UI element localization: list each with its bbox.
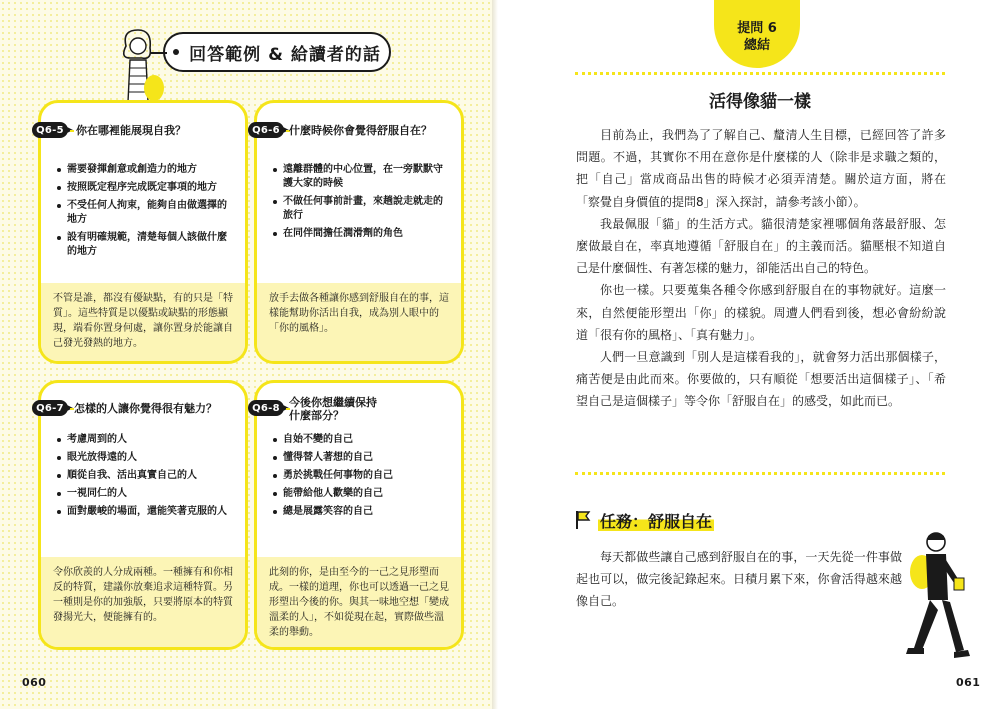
list-item: 在同伴間擔任潤滑劑的角色 <box>271 227 449 241</box>
list-item: 懂得替人著想的自己 <box>271 451 449 465</box>
answer-list <box>55 163 233 259</box>
list-item: 自始不變的自己 <box>271 433 449 447</box>
list-item: 面對嚴峻的場面，還能笑著克服的人 <box>55 505 233 519</box>
paragraph: 我最佩服「貓」的生活方式。貓很清楚家裡哪個角落最舒服、怎麼做最自在，率真地遵循「舒服自在」的主義而活。貓壓根不知道自己是什麼個性、有著怎樣的魅力，卻能活出自己的特色。 <box>576 216 946 276</box>
question-title: 怎樣的人讓你覺得很有魅力？ <box>74 402 217 415</box>
section-header <box>163 32 391 72</box>
task-title <box>598 509 714 532</box>
divider <box>70 130 74 132</box>
reader-note: 不管是誰，都沒有優缺點，有的只是「特質」。這些特質是以優點或缺點的形態顯現，端看你置身何處，讓你置身於能讓自己發光發熱的地方。 <box>41 283 245 361</box>
answer-list <box>271 433 449 519</box>
body-text <box>576 124 946 413</box>
bullet-icon <box>173 49 179 55</box>
paragraph: 目前為止，我們為了了解自己、釐清人生目標，已經回答了許多問題。不過，其實你不用在意你是什麼樣的人（除非是求職之類的，把「自己」當成商品出售的時候才必須弄清楚。關於這方面，將在「察覺自身價值的提問8」深入探討，請參考該小節）。 <box>576 128 946 209</box>
girl-illustration-icon <box>112 26 168 106</box>
list-item: 總是展露笑容的自己 <box>271 505 449 519</box>
list-item: 遠離群體的中心位置，在一旁默默守護大家的時候 <box>271 163 449 191</box>
reader-note: 放手去做各種讓你感到舒服自在的事，這樣能幫助你活出自我，成為別人眼中的「你的風格」。 <box>257 283 461 361</box>
answer-list <box>55 433 233 519</box>
list-item: 需要發揮創意或創造力的地方 <box>55 163 233 177</box>
page-number-left: 060 <box>22 676 47 689</box>
question-title-line: 今後你想繼續保持 <box>289 396 377 409</box>
question-badge: Q6-8 <box>248 400 284 416</box>
divider <box>575 472 945 475</box>
list-item: 能帶給他人歡樂的自己 <box>271 487 449 501</box>
question-title: 你在哪裡能展現自我？ <box>76 124 186 137</box>
chapter-tab-line: 提問 6 <box>737 21 777 36</box>
list-item: 考慮周到的人 <box>55 433 233 447</box>
task-text <box>576 546 902 612</box>
task-title-text: 任務：舒服自在 <box>600 512 713 531</box>
flag-icon <box>575 510 591 530</box>
list-item: 不受任何人拘束，能夠自由做選擇的地方 <box>55 199 233 227</box>
reader-note: 令你欣羨的人分成兩種。一種擁有和你相反的特質，建議你放棄追求這種特質。另一種則是你的加強版，只要將原本的特質發揚光大，便能擁有的。 <box>41 557 245 647</box>
paragraph: 人們一旦意識到「別人是這樣看我的」，就會努力活出那個樣子，痛苦便是由此而來。你要做的，只有順從「想要活出這個樣子」、「希望自己是這個樣子」等令你「舒服自在」的感受，如此而已。 <box>576 350 946 409</box>
question-card-q6-5 <box>38 100 248 364</box>
answer-list <box>271 163 449 241</box>
divider <box>575 72 945 75</box>
list-item: 一視同仁的人 <box>55 487 233 501</box>
reader-note: 此刻的你，是由至今的一己之見形塑而成。一樣的道理，你也可以透過一己之見形塑出今後的你。與其一味地空想「變成溫柔的人」，不如從現在起，實際做些溫柔的舉動。 <box>257 557 461 647</box>
chapter-tab-line: 總結 <box>743 38 770 53</box>
question-badge: Q6-6 <box>248 122 284 138</box>
list-item: 按照既定程序完成既定事項的地方 <box>55 181 233 195</box>
question-badge: Q6-7 <box>32 400 68 416</box>
list-item: 設有明確規範，清楚每個人該做什麼的地方 <box>55 231 233 259</box>
section-header-title: 回答範例 & 給讀者的話 <box>189 44 381 65</box>
paragraph: 每天都做些讓自己感到舒服自在的事，一天先從一件事做起也可以，做完後記錄起來。日積月累下來，你會活得越來越像自己。 <box>576 550 902 608</box>
question-title-line: 什麼部分？ <box>289 409 344 422</box>
paragraph: 你也一樣。只要蒐集各種令你感到舒服自在的事物就好。這麼一來，自然便能形塑出「你」的樣貌。周遭人們看到後，想必會紛紛說道「很有你的風格」、「真有魅力」。 <box>576 283 946 342</box>
list-item: 不做任何事前計畫，來趟說走就走的旅行 <box>271 195 449 223</box>
list-item: 勇於挑戰任何事物的自己 <box>271 469 449 483</box>
list-item: 眼光放得遠的人 <box>55 451 233 465</box>
question-title <box>289 396 377 422</box>
question-card-q6-7 <box>38 380 248 650</box>
question-title: 什麼時候你會覺得舒服自在？ <box>289 124 432 137</box>
page-number-right: 061 <box>956 676 981 689</box>
question-badge: Q6-5 <box>32 122 68 138</box>
question-card-q6-6 <box>254 100 464 364</box>
header-connector <box>151 52 167 54</box>
list-item: 順從自我、活出真實自己的人 <box>55 469 233 483</box>
walking-man-illustration-icon <box>902 530 974 666</box>
page-title: 活得像貓一樣 <box>700 87 820 112</box>
